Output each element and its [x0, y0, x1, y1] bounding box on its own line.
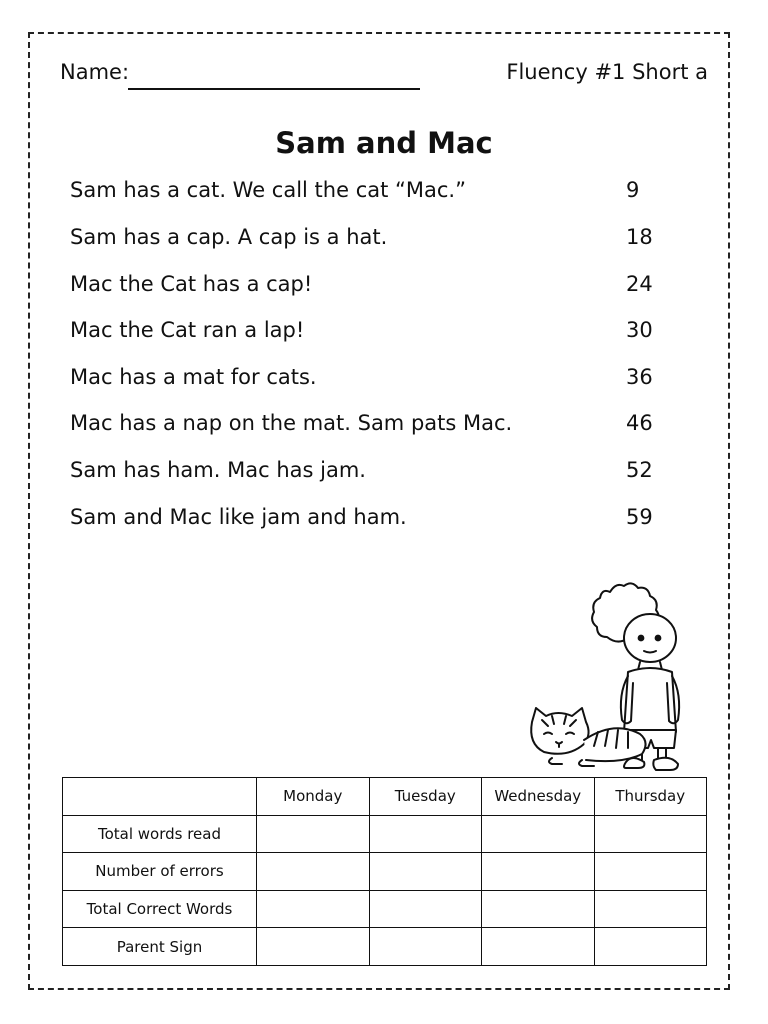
row-label: Total words read: [63, 815, 257, 853]
day-header: Thursday: [594, 778, 707, 816]
entry-cell[interactable]: [594, 890, 707, 928]
entry-cell[interactable]: [482, 890, 595, 928]
passage-line: Sam has a cat. We call the cat “Mac.”: [70, 178, 466, 202]
entry-cell[interactable]: [257, 890, 370, 928]
entry-cell[interactable]: [257, 815, 370, 853]
entry-cell[interactable]: [482, 928, 595, 966]
passage-line: Sam and Mac like jam and ham.: [70, 505, 407, 529]
passage-line: Mac the Cat ran a lap!: [70, 318, 305, 342]
entry-cell[interactable]: [594, 928, 707, 966]
passage-line: Sam has ham. Mac has jam.: [70, 458, 366, 482]
boy-and-cat-icon: [522, 572, 698, 772]
word-count: 59: [626, 505, 653, 529]
entry-cell[interactable]: [594, 815, 707, 853]
fluency-tracker-table: [62, 777, 707, 966]
entry-cell[interactable]: [257, 853, 370, 891]
passage-line: Mac has a nap on the mat. Sam pats Mac.: [70, 411, 513, 435]
row-label: Number of errors: [63, 853, 257, 891]
word-count: 18: [626, 225, 653, 249]
passage-line: Mac has a mat for cats.: [70, 365, 317, 389]
word-count: 36: [626, 365, 653, 389]
entry-cell[interactable]: [257, 928, 370, 966]
day-header: Tuesday: [369, 778, 482, 816]
entry-cell[interactable]: [369, 928, 482, 966]
table-row: [63, 928, 707, 966]
word-count: 30: [626, 318, 653, 342]
table-header-row: [63, 778, 707, 816]
entry-cell[interactable]: [482, 853, 595, 891]
worksheet-label: Fluency #1 Short a: [506, 60, 708, 84]
entry-cell[interactable]: [594, 853, 707, 891]
row-label: Parent Sign: [63, 928, 257, 966]
word-count: 24: [626, 272, 653, 296]
name-label: Name:: [60, 60, 130, 84]
day-header: Monday: [257, 778, 370, 816]
word-count: 9: [626, 178, 640, 202]
entry-cell[interactable]: [369, 815, 482, 853]
passage-line: Mac the Cat has a cap!: [70, 272, 313, 296]
word-count: 46: [626, 411, 653, 435]
table-row: [63, 890, 707, 928]
table-row: [63, 815, 707, 853]
passage-line: Sam has a cap. A cap is a hat.: [70, 225, 388, 249]
row-label: Total Correct Words: [63, 890, 257, 928]
passage-title: Sam and Mac: [275, 126, 493, 160]
word-count: 52: [626, 458, 653, 482]
day-header: Wednesday: [482, 778, 595, 816]
name-field[interactable]: [128, 88, 420, 90]
entry-cell[interactable]: [482, 815, 595, 853]
entry-cell[interactable]: [369, 890, 482, 928]
entry-cell[interactable]: [369, 853, 482, 891]
table-row: [63, 853, 707, 891]
table-corner-cell: [63, 778, 257, 816]
